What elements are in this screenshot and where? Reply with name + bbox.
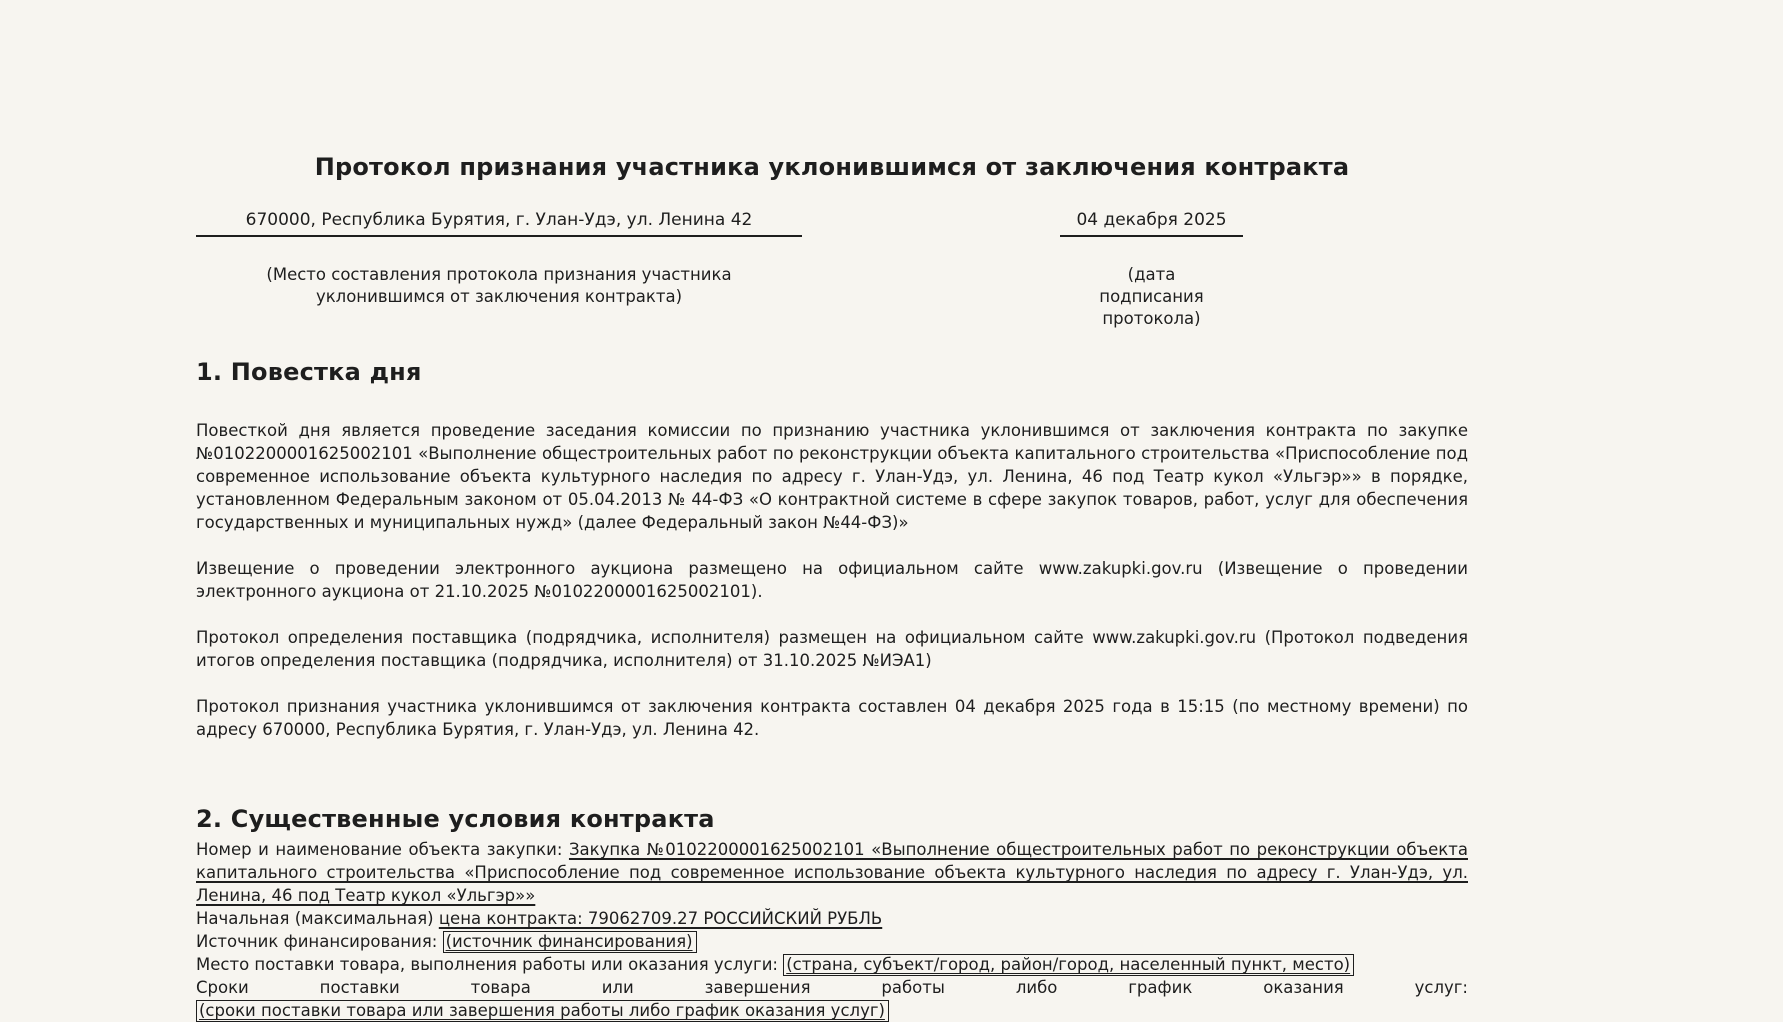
- section-2-heading: 2. Существенные условия контракта: [196, 805, 715, 833]
- field-funding-source: [196, 930, 1468, 953]
- field-delivery-place: [196, 953, 1468, 976]
- field-label: Место поставки товара, выполнения работы или оказания услуги:: [196, 955, 784, 974]
- paragraph-agenda: Повесткой дня является проведение заседания комиссии по признанию участника уклонившимся от заключения контракта по закупке №0102200001625002101 «Выполнение общестроительных работ по реконструкции объекта капитального строительства «Приспособление под современное использование объекта культурного наследия по адресу г. Улан-Удэ, ул. Ленина, 46 под Театр кукол «Ульгэр»» в порядке, установленном Федеральным законом от 05.04.2013 № 44-ФЗ «О контрактной системе в сфере закупок товаров, работ, услуг для обеспечения государственных и муниципальных нужд» (далее Федеральный закон №44-ФЗ)»: [196, 421, 1468, 532]
- field-value: цена контракта: 79062709.27 РОССИЙСКИЙ РУБЛЬ: [438, 909, 883, 928]
- field-value-placeholder: (сроки поставки товара или завершения работы либо график оказания услуг): [196, 1000, 889, 1022]
- contract-terms: [196, 838, 1468, 1022]
- field-value: Закупка №0102200001625002101 «Выполнение общестроительных работ по реконструкции объекта капитального строительства «Приспособление под современное использование объекта культурного наследия по адресу г. Улан-Удэ, ул. Ленина, 46 под Театр кукол «Ульгэр»»: [196, 840, 1468, 905]
- field-purchase-object: [196, 838, 1468, 907]
- place-caption: (Место составления протокола признания участника уклонившимся от заключения контракта): [266, 265, 732, 306]
- header-row: [196, 210, 1468, 237]
- header-captions-row: [196, 264, 1468, 330]
- paragraph-supplier-protocol: Протокол определения поставщика (подрядчика, исполнителя) размещен на официальном сайте www.zakupki.gov.ru (Протокол подведения итогов определения поставщика (подрядчика, исполнителя) от 31.10.2025 №ИЭА1): [196, 628, 1468, 670]
- paragraph-protocol-composed: Протокол признания участника уклонившимся от заключения контракта составлен 04 декабря 2025 года в 15:15 (по местному времени) по адресу 670000, Республика Бурятия, г. Улан-Удэ, ул. Ленина 42.: [196, 697, 1468, 739]
- date-caption: (дата подписания протокола): [1099, 265, 1204, 328]
- field-contract-price: [196, 907, 1468, 930]
- field-value-placeholder: (страна, субъект/город, район/город, населенный пункт, место): [783, 954, 1354, 976]
- section-1-heading: 1. Повестка дня: [196, 358, 422, 386]
- document-page: [196, 0, 1468, 1022]
- document-title: Протокол признания участника уклонившимся от заключения контракта: [314, 153, 1350, 181]
- field-value-placeholder: (источник финансирования): [443, 931, 697, 953]
- field-label: Источник финансирования:: [196, 932, 443, 951]
- paragraph-notice: Извещение о проведении электронного аукциона размещено на официальном сайте www.zakupki.gov.ru (Извещение о проведении электронного аукциона от 21.10.2025 №0102200001625002101).: [196, 559, 1468, 601]
- date-value: 04 декабря 2025: [1060, 210, 1243, 237]
- field-label: Сроки поставки товара или завершения работы либо график оказания услуг:: [196, 978, 1468, 997]
- field-label: Номер и наименование объекта закупки:: [196, 840, 569, 859]
- field-label: Начальная (максимальная): [196, 909, 439, 928]
- field-delivery-terms: [196, 976, 1468, 1022]
- place-value: 670000, Республика Бурятия, г. Улан-Удэ, ул. Ленина 42: [196, 210, 802, 237]
